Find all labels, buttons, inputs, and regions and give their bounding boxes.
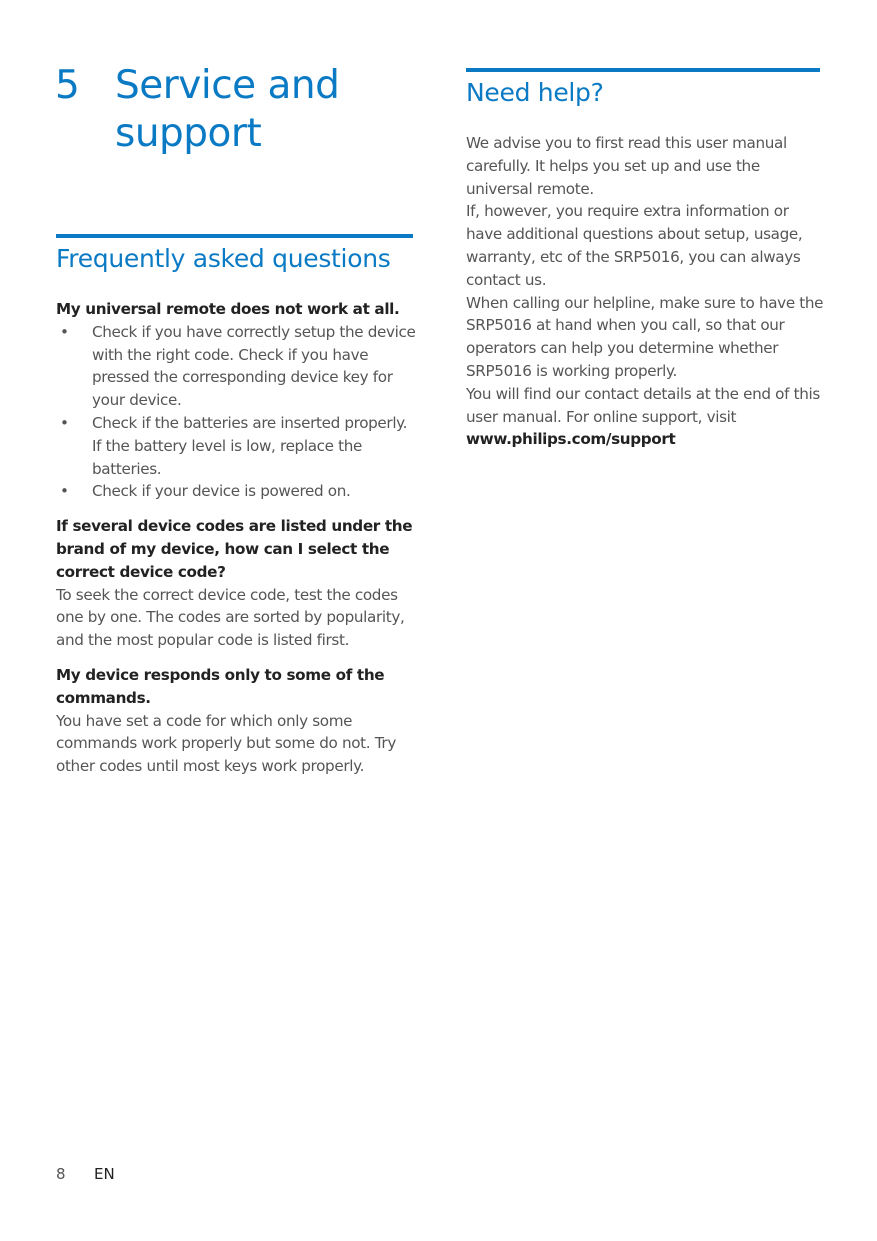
help-paragraph: We advise you to first read this user manual carefully. It helps you set up and use the universal remote. <box>466 134 787 198</box>
faq-answer: You have set a code for which only some commands work properly but some do not. Try other codes until most keys work properly. <box>56 711 396 776</box>
chapter-title-line2: support <box>115 111 262 156</box>
bullet-icon: • <box>60 322 69 341</box>
faq-bullet: • Check if your device is powered on. <box>56 480 416 503</box>
bullet-icon: • <box>60 482 69 501</box>
chapter-title-line1: Service and <box>115 63 340 108</box>
page-footer <box>56 1165 115 1183</box>
help-content <box>466 132 824 451</box>
faq-divider <box>56 234 413 238</box>
bullet-icon: • <box>60 413 69 432</box>
faq-question: My universal remote does not work at all. <box>56 300 400 318</box>
chapter-title <box>115 62 415 158</box>
help-paragraph: When calling our helpline, make sure to have the SRP5016 at hand when you call, so that our operators can help you determine whether SRP5016 is working properly. <box>466 293 824 380</box>
language-code: EN <box>94 1165 115 1183</box>
faq-question: If several device codes are listed under the brand of my device, how can I select the correct device code? <box>56 517 413 581</box>
faq-item <box>56 298 416 503</box>
faq-bullet: • Check if you have correctly setup the device with the right code. Check if you have pressed the corresponding device key for your device. <box>60 322 416 410</box>
faq-question: My device responds only to some of the commands. <box>56 665 385 707</box>
faq-item <box>56 515 416 652</box>
page-number: 8 <box>56 1165 66 1183</box>
faq-bullet: • Check if the batteries are inserted properly. If the battery level is low, replace the batteries. <box>60 413 408 478</box>
faq-heading: Frequently asked questions <box>56 244 391 273</box>
help-paragraph: You will find our contact details at the end of this user manual. For online support, visit <box>466 384 820 426</box>
support-link[interactable]: www.philips.com/support <box>466 430 676 449</box>
chapter-heading <box>55 62 415 158</box>
chapter-number: 5 <box>55 63 80 108</box>
faq-answer: To seek the correct device code, test the codes one by one. The codes are sorted by popularity, and the most popular code is listed first. <box>56 585 405 650</box>
help-divider <box>466 68 820 72</box>
help-heading: Need help? <box>466 78 604 107</box>
faq-content <box>56 298 416 790</box>
help-paragraph: If, however, you require extra information or have additional questions about setup, usage, warranty, etc of the SRP5016, you can always contact us. <box>466 202 803 289</box>
faq-bullet-list <box>56 321 416 503</box>
faq-item <box>56 664 416 778</box>
